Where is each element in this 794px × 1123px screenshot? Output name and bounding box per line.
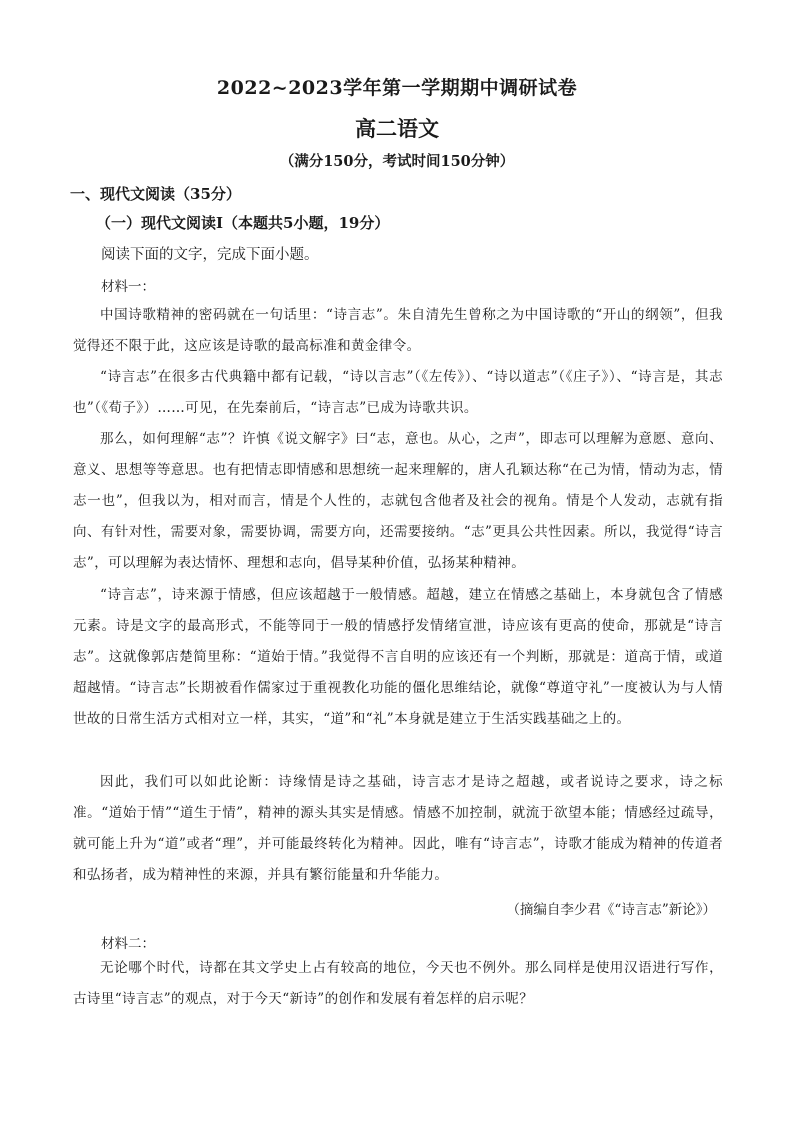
material-one-paragraph: 中国诗歌精神的密码就在一句话里：“诗言志”。朱自清先生曾称之为中国诗歌的“开山的纲领”，但我觉得还不限于此，这应该是诗歌的最高标准和黄金律令。 xyxy=(73,307,723,354)
material-one-source: （摘编自李少君《“诗言志”新论》） xyxy=(506,902,716,918)
subject-title: 高二语文 xyxy=(355,116,439,141)
material-one-paragraph: 因此，我们可以如此论断：诗缘情是诗之基础，诗言志才是诗之超越，或者说诗之要求，诗之标准。“道始于情”“道生于情”，精神的源头其实是情感。情感不加控制，就流于欲望本能；情感经过疏导，就可能上升为“道”或者“理”，并可能最终转化为精神。因此，唯有“诗言志”，诗歌才能成为精神的传道者和弘扬者，成为精神性的来源，并具有繁衍能量和升华能力。 xyxy=(73,774,723,883)
material-one-paragraph: “诗言志”在很多古代典籍中都有记载，“诗以言志”（《左传》）、“诗以道志”（《庄子》）、“诗言是，其志也”（《荀子》）……可见，在先秦前后，“诗言志”已成为诗歌共识。 xyxy=(73,369,723,416)
exam-title: 2022~2023学年第一学期期中调研试卷 xyxy=(216,77,578,99)
material-two-paragraph: 无论哪个时代，诗都在其文学史上占有较高的地位，今天也不例外。那么同样是使用汉语进行写作，古诗里“诗言志”的观点，对于今天“新诗”的创作和发展有着怎样的启示呢？ xyxy=(73,960,723,1007)
exam-note: （满分150分，考试时间150分钟） xyxy=(279,153,515,170)
material-one-paragraph: “诗言志”，诗来源于情感，但应该超越于一般情感。超越，建立在情感之基础上，本身就包含了情感元素。诗是文字的最高形式，不能等同于一般的情感抒发情绪宣泄，诗应该有更高的使命，那就是“诗言志”。这就像郭店楚简里称：“道始于情。”我觉得不言自明的应该还有一个判断，那就是：道高于情，或道超越情。“诗言志”长期被看作儒家过于重视教化功能的僵化思维结论，就像“尊道守礼”一度被认为与人情世故的日常生活方式相对立一样，其实，“道”和“礼”本身就是建立于生活实践基础之上的。 xyxy=(73,587,723,727)
material-one-paragraph: 那么，如何理解“志”？许慎《说文解字》曰“志，意也。从心，之声”，即志可以理解为意愿、意向、意义、思想等等意思。也有把情志即情感和思想统一起来理解的，唐人孔颖达称“在己为情，情动为志，情志一也”，但我以为，相对而言，情是个人性的，志就包含他者及社会的视角。情是个人发动，志就有指向、有针对性，需要对象，需要协调，需要方向，还需要接纳。“志”更具公共性因素。所以，我觉得“诗言志”，可以理解为表达情怀、理想和志向，倡导某种价值，弘扬某种精神。 xyxy=(73,431,723,571)
reading-instruction: 阅读下面的文字，完成下面小题。 xyxy=(101,247,319,263)
subsection-heading: （一）现代文阅读Ⅰ（本题共5小题，19分） xyxy=(96,214,390,232)
section-heading: 一、现代文阅读（35分） xyxy=(70,185,241,203)
material-one-label: 材料一： xyxy=(101,279,155,295)
material-two-label: 材料二： xyxy=(101,936,155,952)
